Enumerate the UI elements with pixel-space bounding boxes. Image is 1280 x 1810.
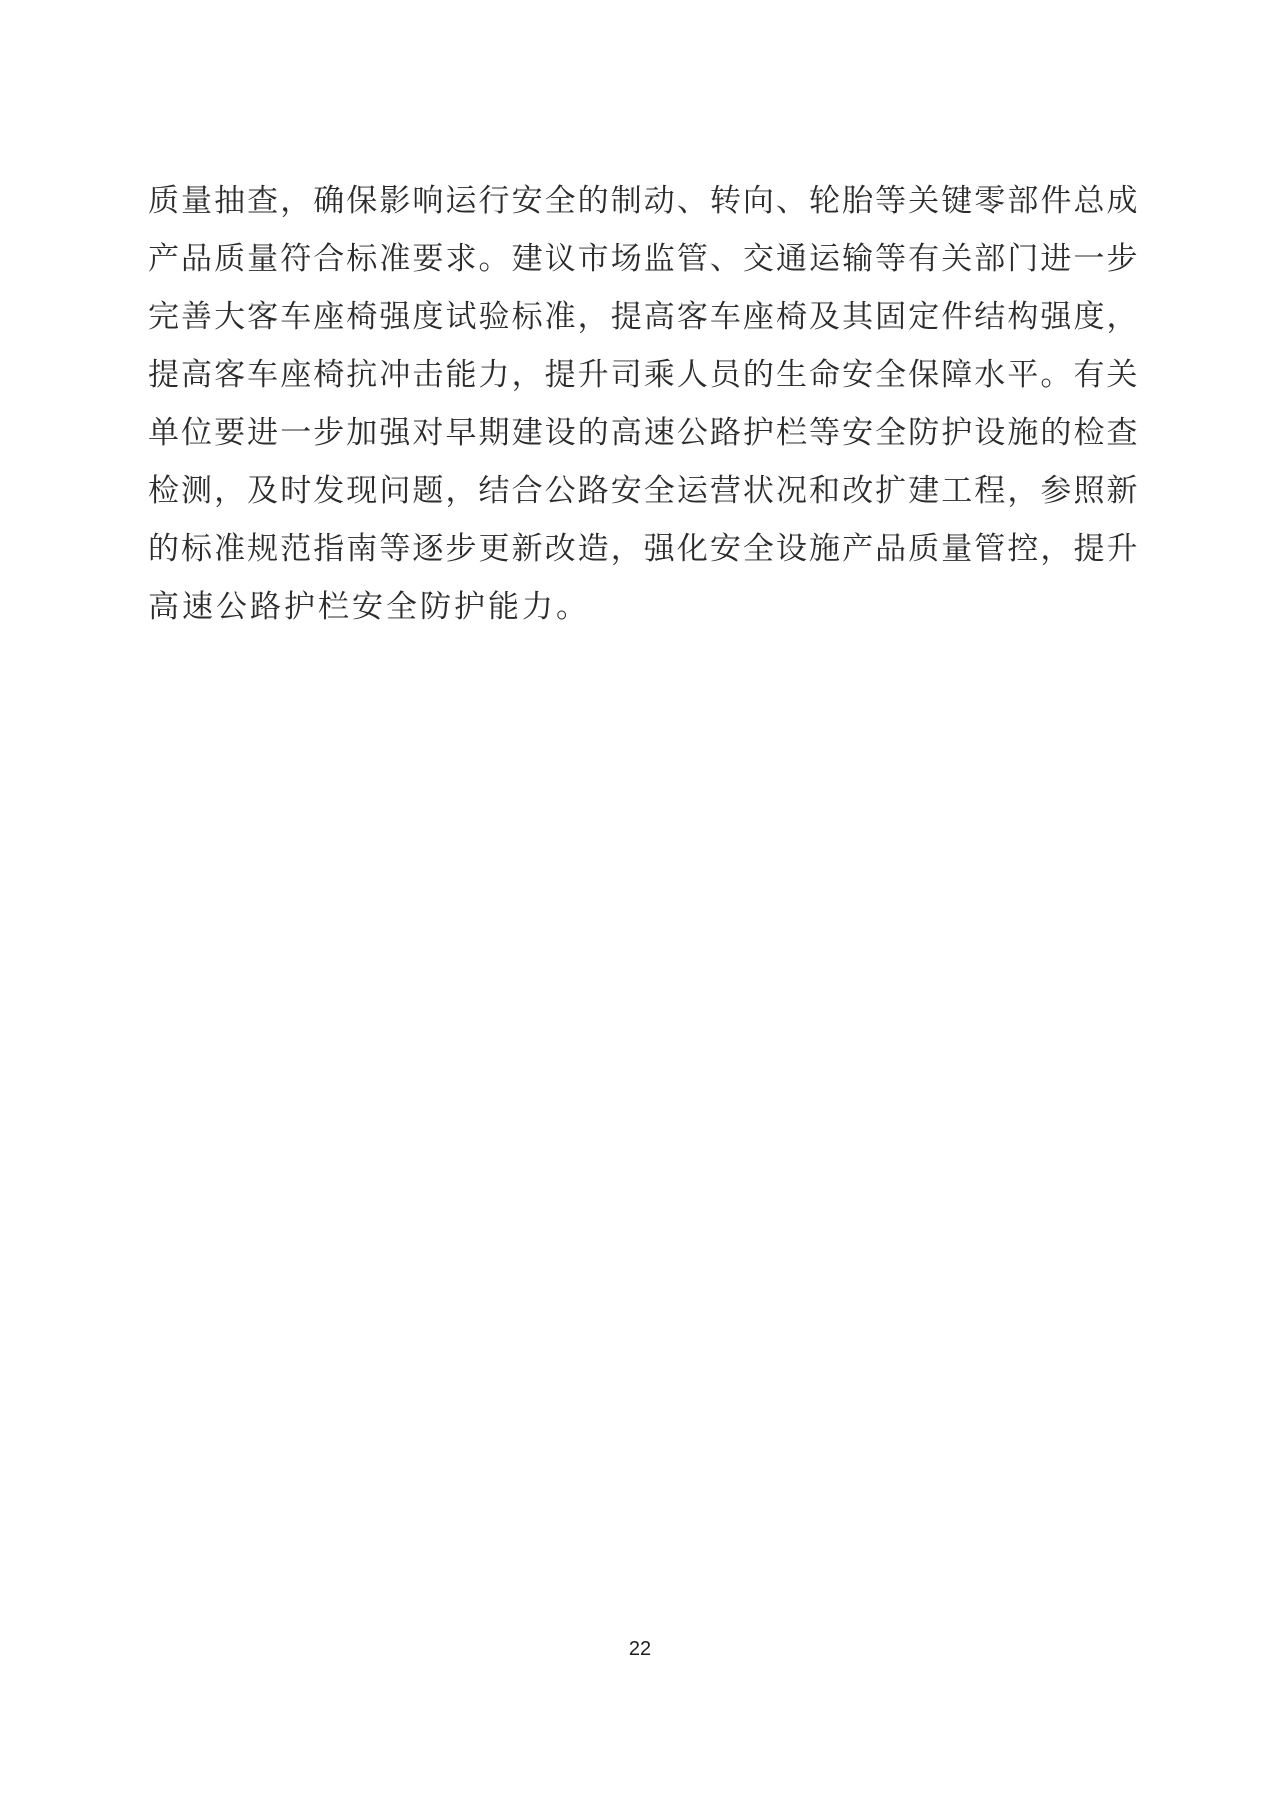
paragraph-line: 完善大客车座椅强度试验标准，提高客车座椅及其固定件结构强度， <box>148 299 1138 334</box>
page-footer <box>0 1638 1280 1661</box>
paragraph-line: 单位要进一步加强对早期建设的高速公路护栏等安全防护设施的检查 <box>148 415 1138 450</box>
page-number: 22 <box>628 1638 652 1660</box>
paragraph-line: 产品质量符合标准要求。建议市场监管、交通运输等有关部门进一步 <box>148 241 1138 276</box>
paragraph-line: 质量抽查，确保影响运行安全的制动、转向、轮胎等关键零部件总成 <box>148 183 1138 218</box>
paragraph-line: 检测，及时发现问题，结合公路安全运营状况和改扩建工程，参照新 <box>148 473 1138 508</box>
paragraph-line: 提高客车座椅抗冲击能力，提升司乘人员的生命安全保障水平。有关 <box>148 357 1138 392</box>
paragraph-line: 的标准规范指南等逐步更新改造，强化安全设施产品质量管控，提升 <box>148 531 1138 566</box>
paragraph-line: 高速公路护栏安全防护能力。 <box>148 589 590 624</box>
paragraph-block <box>148 172 1138 636</box>
